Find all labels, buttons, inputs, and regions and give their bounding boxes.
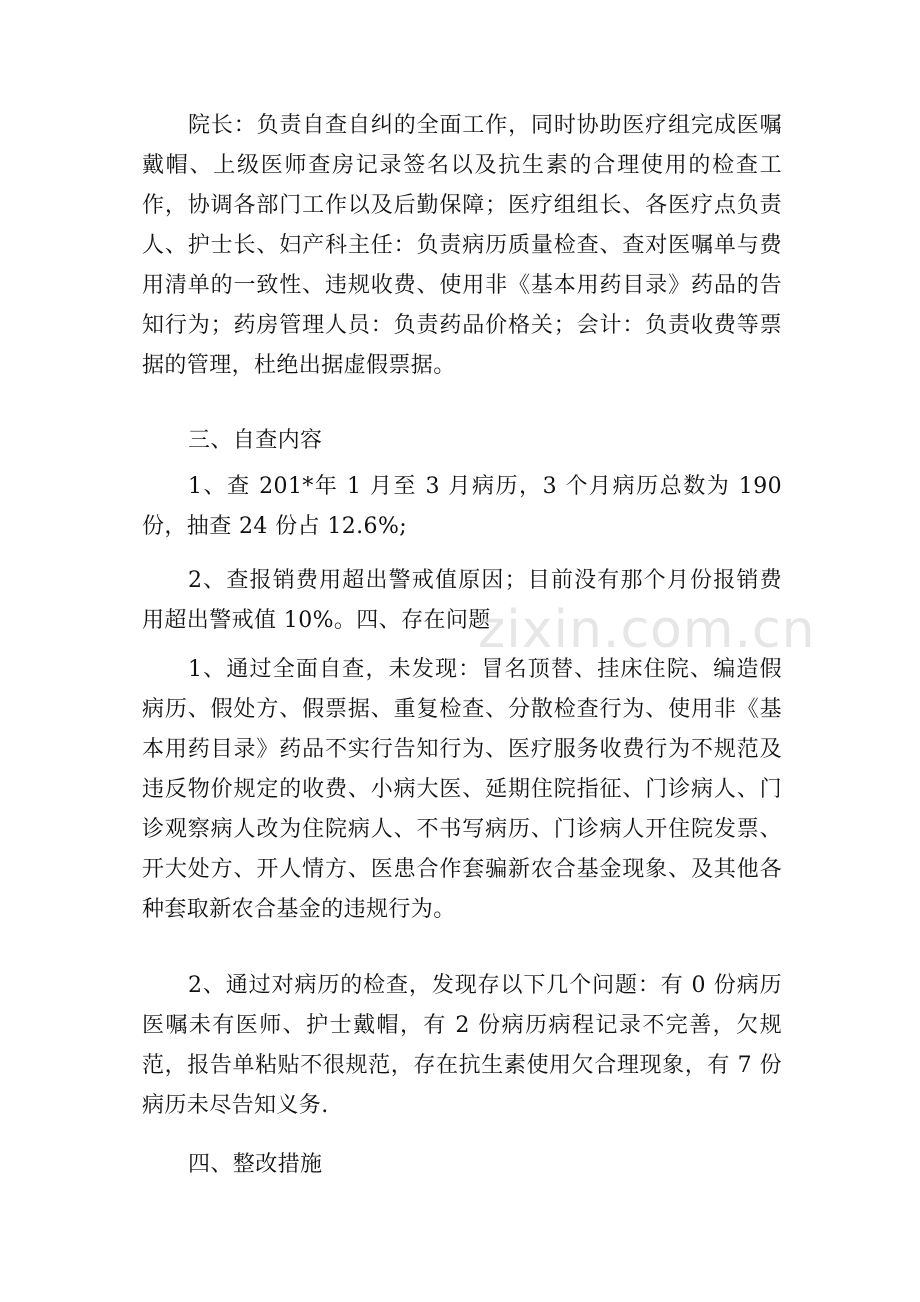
paragraph-check-records: 1、查 201*年 1 月至 3 月病历，3 个月病历总数为 190 份，抽查 24 份占 12.6%;	[142, 474, 782, 539]
paragraph-check-reimbursement: 2、查报销费用超出警戒值原因；目前没有那个月份报销费用超出警戒值 10%。四、存在问题	[142, 568, 782, 633]
paragraph-findings-records: 2、通过对病历的检查，发现存以下几个问题：有 0 份病历医嘱未有医师、护士戴帽，有 2 份病历病程记录不完善，欠规范，报告单粘贴不很规范，存在抗生素使用欠合理现象，有 7 份病历未尽告知义务.	[142, 973, 782, 1118]
paragraph-findings-general: 1、通过全面自查，未发现：冒名顶替、挂床住院、编造假病历、假处方、假票据、重复检查、分散检查行为、使用非《基本用药目录》药品不实行告知行为、医疗服务收费行为不规范及违反物价规定的收费、小病大医、延期住院指征、门诊病人、门诊观察病人改为住院病人、不书写病历、门诊病人开住院发票、开大处方、开人情方、医患合作套骗新农合基金现象、及其他各种套取新农合基金的违规行为。	[142, 657, 782, 922]
watermark: zixin.com.cn	[478, 600, 816, 660]
paragraph-responsibilities: 院长：负责自查自纠的全面工作，同时协助医疗组完成医嘱戴帽、上级医师查房记录签名以及抗生素的合理使用的检查工作，协调各部门工作以及后勤保障；医疗组组长、各医疗点负责人、护士长、妇产科主任：负责病历质量检查、查对医嘱单与费用清单的一致性、违规收费、使用非《基本用药目录》药品的告知行为；药房管理人员：负责药品价格关；会计：负责收费等票据的管理，杜绝出据虚假票据。	[142, 113, 782, 378]
section-heading-self-check-content: 三、自查内容	[188, 428, 323, 453]
section-heading-rectification: 四、整改措施	[188, 1152, 323, 1177]
